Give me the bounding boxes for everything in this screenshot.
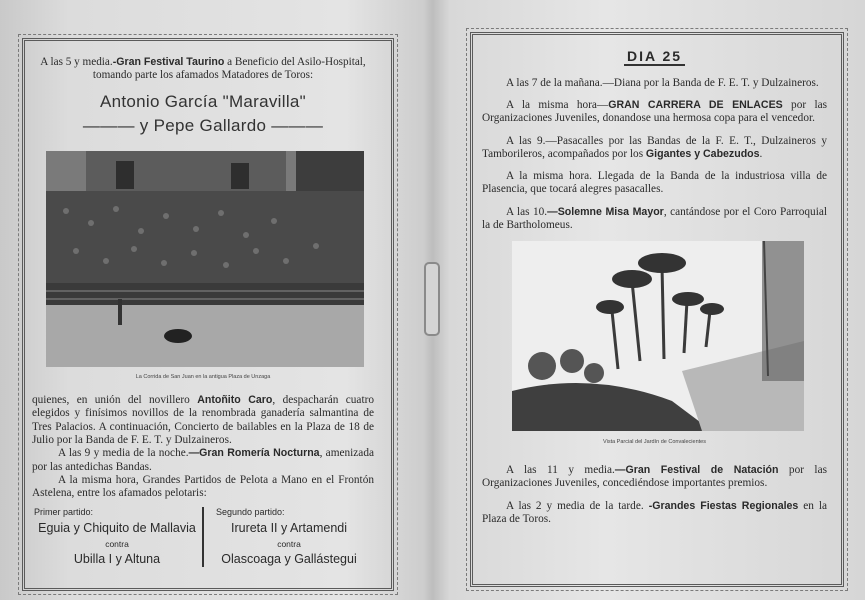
romeria-event: —Gran Romería Nocturna bbox=[188, 447, 320, 460]
garden-photo-image bbox=[512, 241, 804, 431]
day-heading-text: DIA 25 bbox=[624, 48, 685, 66]
fiestas-event: -Grandes Fiestas Regionales bbox=[643, 499, 799, 512]
natacion-event: —Gran Festival de Natación bbox=[614, 463, 779, 476]
first-match-contra: contra bbox=[105, 539, 129, 549]
matadores-names bbox=[32, 92, 374, 136]
first-match-team-a: Eguia y Chiquito de Mallavia bbox=[38, 521, 196, 536]
intro-text: a Beneficio del Asilo-Hospital, tomando parte los afamados Matadores de Toros: bbox=[92, 56, 366, 82]
matador-2-line: ——— y Pepe Gallardo ——— bbox=[82, 116, 324, 136]
misa-time: A las 10. bbox=[506, 205, 548, 218]
novillero-text-b: , despacharán cuatro elegidos y finísimos novillos de la renombrada ganadería salmantina de Tres Palacios. A continuación, Concierto de bailables en la Plaza de 18 de Julio por la Banda de F. E. T. y Dulzaineros. bbox=[32, 394, 374, 446]
left-content bbox=[32, 56, 374, 567]
fiestas-text: en la Plaza de Toros. bbox=[482, 499, 827, 525]
intro-event: -Gran Festival Taurino bbox=[112, 56, 225, 68]
carrera-event: GRAN CARRERA DE ENLACES bbox=[608, 98, 783, 111]
novillero-name: Antoñito Caro bbox=[197, 394, 273, 407]
romeria-time: A las 9 y media de la noche. bbox=[58, 447, 189, 460]
misa-text: , cantándose por el Coro Parroquial la de Bartholomeus. bbox=[482, 205, 828, 232]
diana-time: A las 7 de la mañana. bbox=[506, 76, 603, 89]
bullring-photo-image bbox=[46, 151, 364, 367]
carrera-time: A la misma hora— bbox=[506, 98, 609, 111]
bullring-photo-caption: La Corrida de San Juan en la antigua Plaza de Unzaga bbox=[135, 373, 271, 380]
novillero-text-a: quienes, en unión del novillero bbox=[32, 394, 198, 407]
second-match-team-b: Olascoaga y Gallástegui bbox=[221, 552, 357, 567]
garden-photo bbox=[512, 241, 804, 431]
left-body bbox=[32, 394, 374, 501]
banda-plasencia-paragraph: A la misma hora. Llegada de la Banda de la industriosa villa de Plasencia, que tocará alegres pasacalles. bbox=[482, 170, 827, 196]
fiestas-paragraph bbox=[482, 500, 827, 527]
matador-2: y Pepe Gallardo bbox=[139, 116, 267, 136]
novillero-paragraph bbox=[32, 394, 374, 447]
first-match-label: Primer partido: bbox=[34, 506, 94, 517]
pelota-paragraph: A la misma hora, Grandes Partidos de Pelota a Mano en el Frontón Astelena, entre los afamados pelotaris: bbox=[32, 473, 374, 500]
romeria-paragraph bbox=[32, 447, 374, 474]
garden-photo-caption: Vista Parcial del Jardín de Convalecientes bbox=[603, 439, 706, 446]
pasacalles-time: A las 9. bbox=[506, 134, 546, 147]
pasacalles-paragraph bbox=[482, 135, 827, 162]
second-match-contra: contra bbox=[277, 539, 301, 549]
pasacalles-end: . bbox=[759, 147, 763, 160]
matador-1: Antonio García "Maravilla" bbox=[99, 92, 306, 112]
pasacalles-text: —Pasacalles por las Bandas de la F. E. T., Dulzaineros y Tamborileros, acompañados por los bbox=[482, 134, 827, 160]
natacion-text: por las Organizaciones Juveniles, concediéndose importantes premios. bbox=[482, 463, 827, 490]
fiestas-time: A las 2 y media de la tarde. bbox=[506, 499, 644, 512]
first-match-team-b: Ubilla I y Altuna bbox=[73, 552, 161, 567]
carrera-paragraph bbox=[482, 99, 827, 126]
diana-paragraph bbox=[482, 77, 827, 90]
natacion-time: A las 11 y media. bbox=[506, 463, 615, 476]
romeria-text: , amenizada por las antedichas Bandas. bbox=[32, 447, 374, 473]
diana-text: —Diana por la Banda de F. E. T. y Dulzaineros. bbox=[602, 76, 819, 89]
carrera-text: por las Organizaciones Juveniles, donandose una hermosa copa para el vencedor. bbox=[482, 98, 828, 125]
bullring-photo bbox=[46, 151, 364, 367]
left-page bbox=[0, 0, 430, 600]
binding-cord bbox=[424, 262, 440, 336]
second-match-team-a: Irureta II y Artamendi bbox=[230, 521, 348, 536]
right-content bbox=[482, 48, 827, 535]
second-match bbox=[204, 507, 374, 567]
second-match-label: Segundo partido: bbox=[216, 506, 285, 517]
first-match bbox=[32, 507, 204, 567]
right-page bbox=[440, 0, 865, 600]
bullfight-announcement bbox=[32, 56, 374, 82]
misa-paragraph bbox=[482, 206, 827, 233]
misa-event: —Solemne Misa Mayor bbox=[547, 205, 664, 218]
day-heading bbox=[482, 48, 827, 65]
natacion-paragraph bbox=[482, 464, 827, 491]
intro-time: A las 5 y media. bbox=[40, 56, 113, 68]
pelota-matches bbox=[32, 507, 374, 567]
gigantes-event: Gigantes y Cabezudos bbox=[645, 147, 760, 160]
